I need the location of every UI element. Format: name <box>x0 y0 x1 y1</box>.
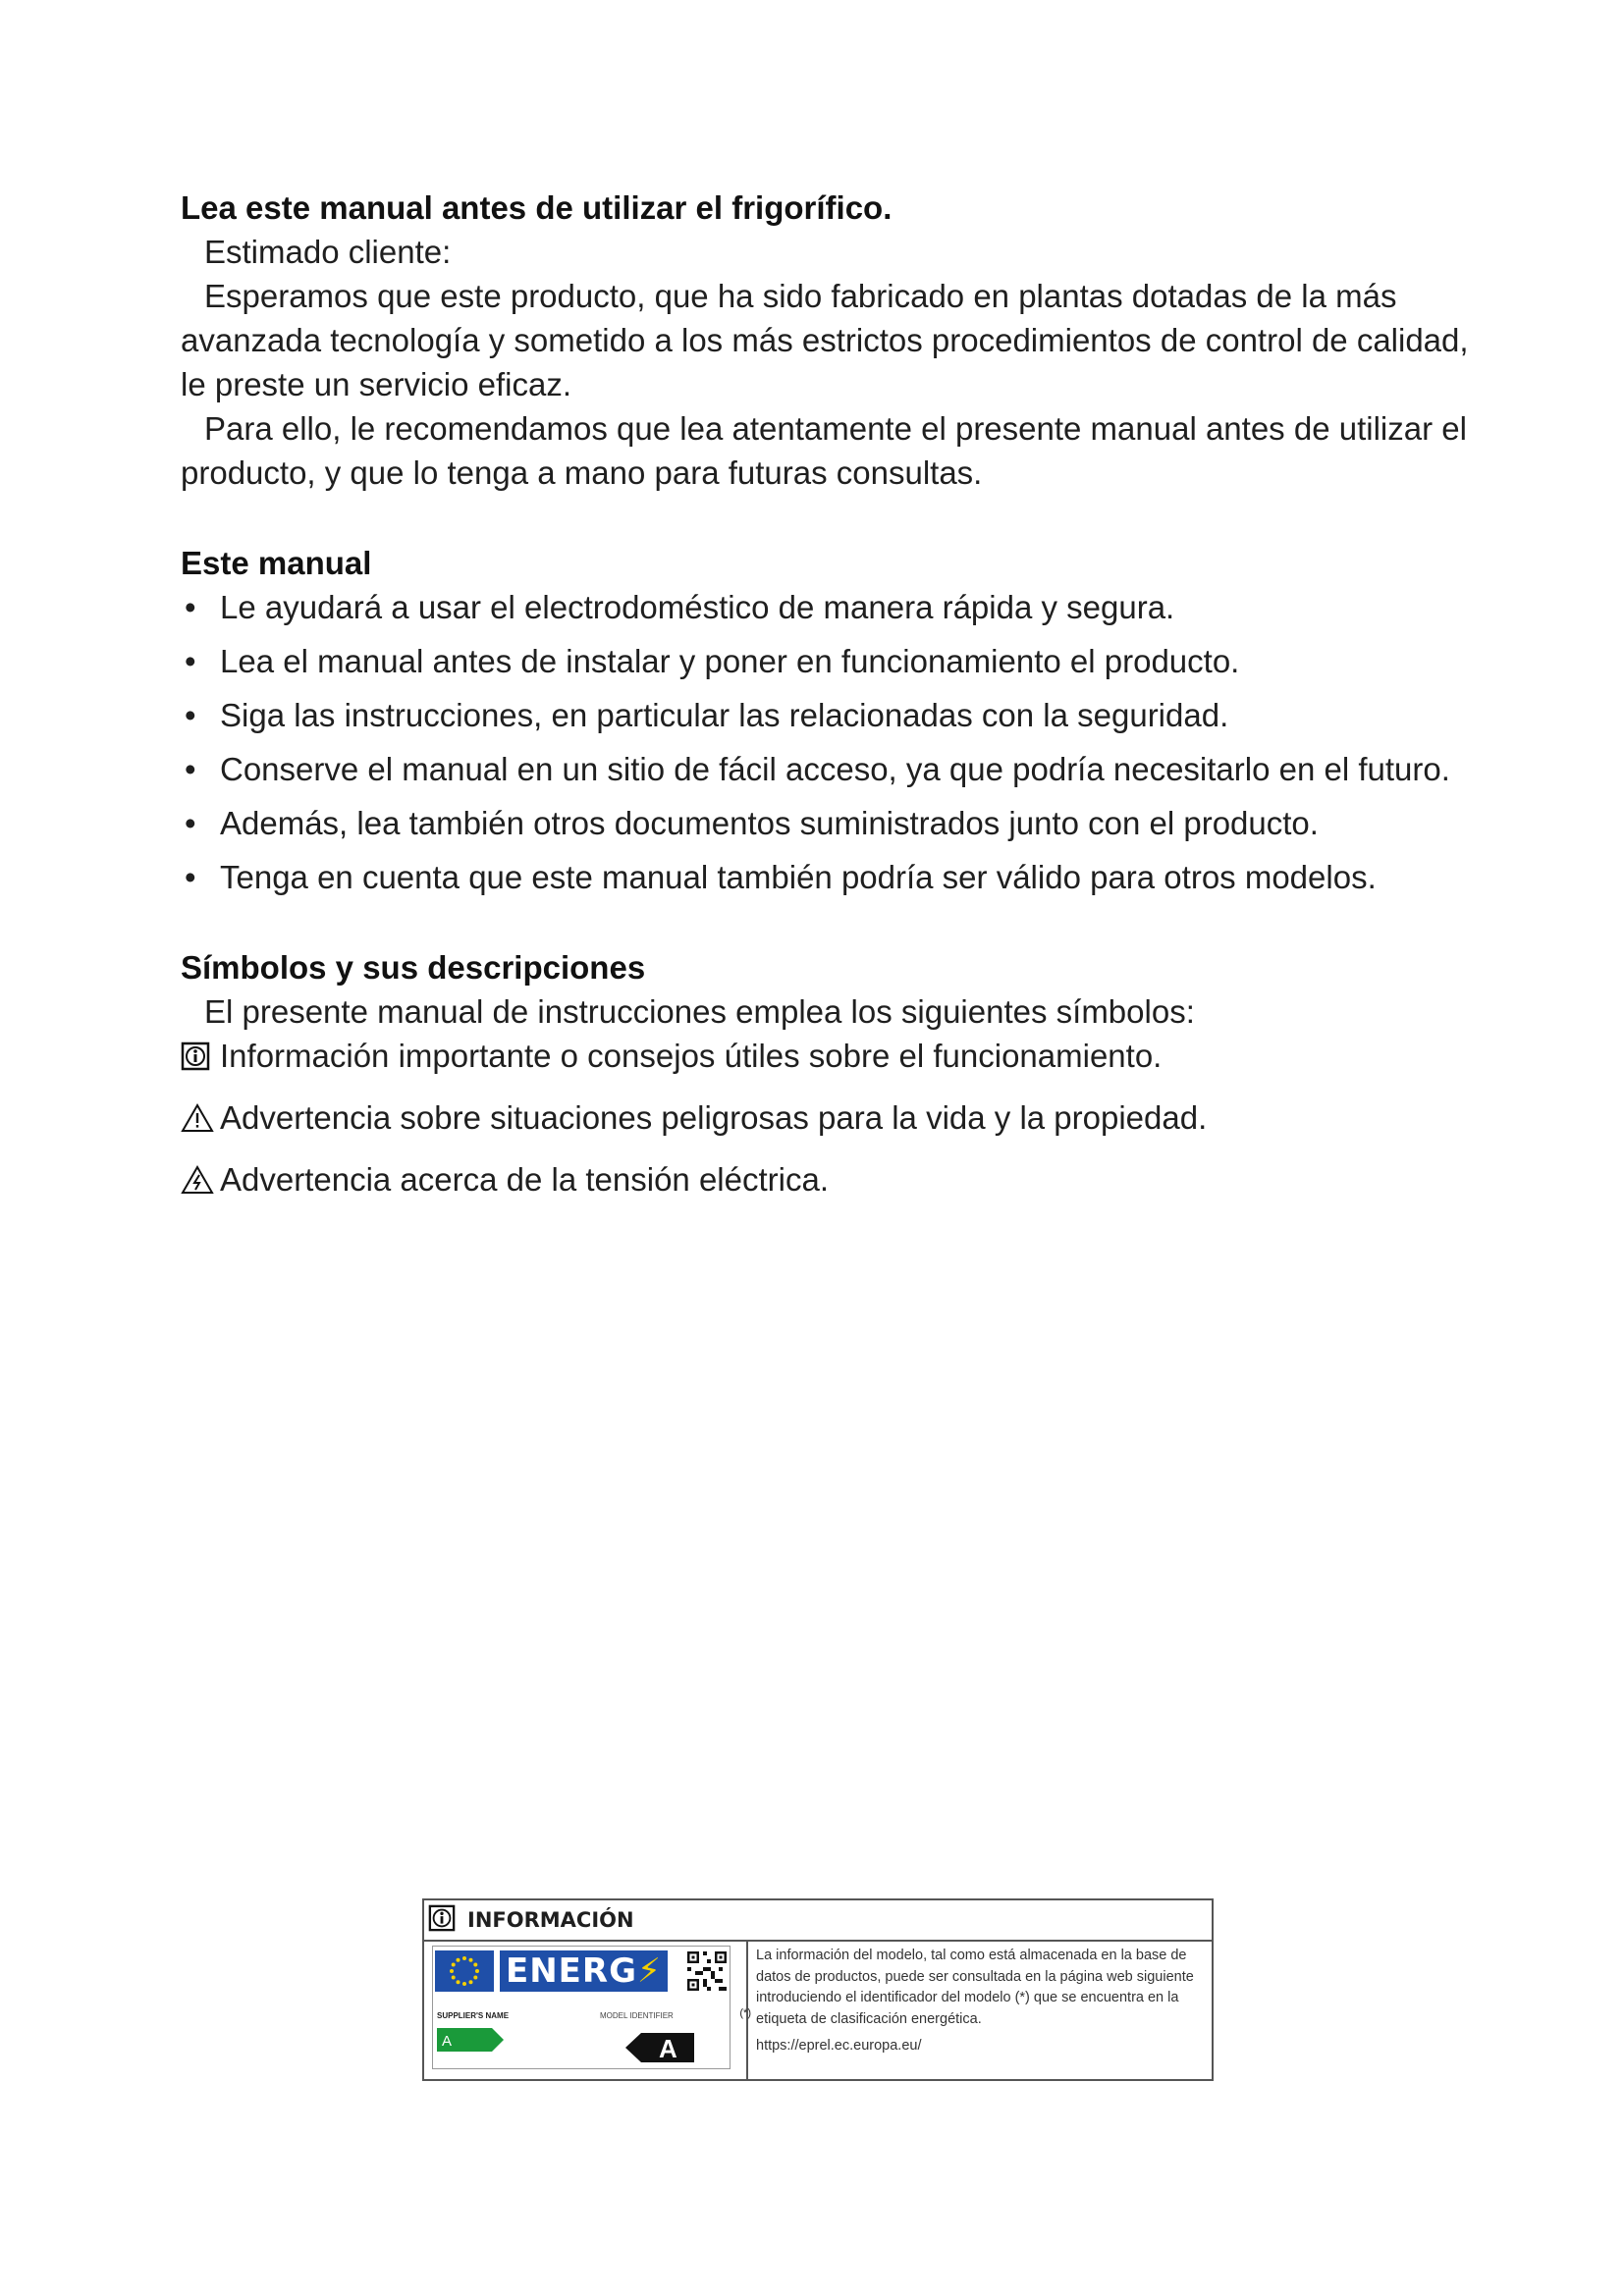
list-item: • Siga las instrucciones, en particular las relacionadas con la seguridad. <box>185 697 1229 733</box>
warning-icon <box>181 1095 220 1140</box>
list-item: • Conserve el manual en un sitio de fácil acceso, ya que podría necesitarlo en el futuro. <box>185 751 1450 787</box>
info-box-text: La información del modelo, tal como está almacenada en la base de datos de productos, puede ser consultada en la página web siguiente introduciendo el identificador del modelo (*) que se encuentra en la etiqueta de clasificación energética. <box>756 1948 1194 2027</box>
list-item: • Tenga en cuenta que este manual también podría ser válido para otros modelos. <box>185 859 1377 895</box>
info-box-title: INFORMACIÓN <box>467 1908 634 1932</box>
manual-heading: Este manual <box>181 545 372 581</box>
energy-label <box>432 1946 751 2069</box>
info-box <box>422 1898 1214 2081</box>
intro-paragraph-2: Para ello, le recomendamos que lea atentamente el presente manual antes de utilizar el producto, y que lo tenga a mano para futuras consultas. <box>181 410 1467 491</box>
list-item: • Le ayudará a usar el electrodoméstico de manera rápida y segura. <box>185 589 1175 625</box>
symbols-intro: El presente manual de instrucciones emplea los siguientes símbolos: <box>204 993 1195 1030</box>
energy-brand: ENERG⚡ <box>500 1950 668 1992</box>
list-item: • Lea el manual antes de instalar y poner en funcionamiento el producto. <box>185 643 1240 679</box>
symbol-description: Advertencia sobre situaciones peligrosas para la vida y la propiedad. <box>220 1099 1208 1136</box>
symbol-row-electric <box>181 1157 1496 1201</box>
info-icon <box>181 1034 220 1078</box>
energy-class-arrow-left <box>437 2027 506 2057</box>
manual-page <box>181 187 1496 1219</box>
info-box-text-column <box>748 1942 1212 2079</box>
list-item: • Además, lea también otros documentos suministrados junto con el producto. <box>185 805 1319 841</box>
manual-bullet-list <box>181 585 1496 899</box>
supplier-name: SUPPLIER'S NAME <box>437 2011 510 2020</box>
symbol-description: Información importante o consejos útiles sobre el funcionamiento. <box>220 1038 1163 1074</box>
symbol-description: Advertencia acerca de la tensión eléctrica. <box>220 1161 830 1198</box>
intro-heading: Lea este manual antes de utilizar el frigorífico. <box>181 189 893 226</box>
symbol-row-warning <box>181 1095 1496 1140</box>
info-box-header <box>424 1900 1212 1942</box>
svg-text:A: A <box>659 2034 677 2062</box>
model-identifier: MODEL IDENTIFIER <box>600 2011 674 2020</box>
greeting: Estimado cliente: <box>204 234 452 270</box>
svg-text:A: A <box>442 2033 453 2050</box>
eu-flag-icon <box>435 1950 494 1992</box>
model-asterisk: (*) <box>739 2007 751 2019</box>
symbols-heading: Símbolos y sus descripciones <box>181 949 646 986</box>
symbol-row-info <box>181 1034 1496 1078</box>
energy-class-arrow-right <box>625 2033 694 2067</box>
eprel-link[interactable]: https://eprel.ec.europa.eu/ <box>756 2038 922 2054</box>
intro-paragraph-1: Esperamos que este producto, que ha sido fabricado en plantas dotadas de la más avanzada tecnología y sometido a los más estrictos procedimientos de control de calidad, le preste un servicio eficaz. <box>181 278 1469 402</box>
info-icon <box>428 1904 456 1937</box>
qr-code-icon <box>687 1951 727 1991</box>
energy-label-column <box>424 1942 751 2079</box>
electric-warning-icon <box>181 1157 220 1201</box>
